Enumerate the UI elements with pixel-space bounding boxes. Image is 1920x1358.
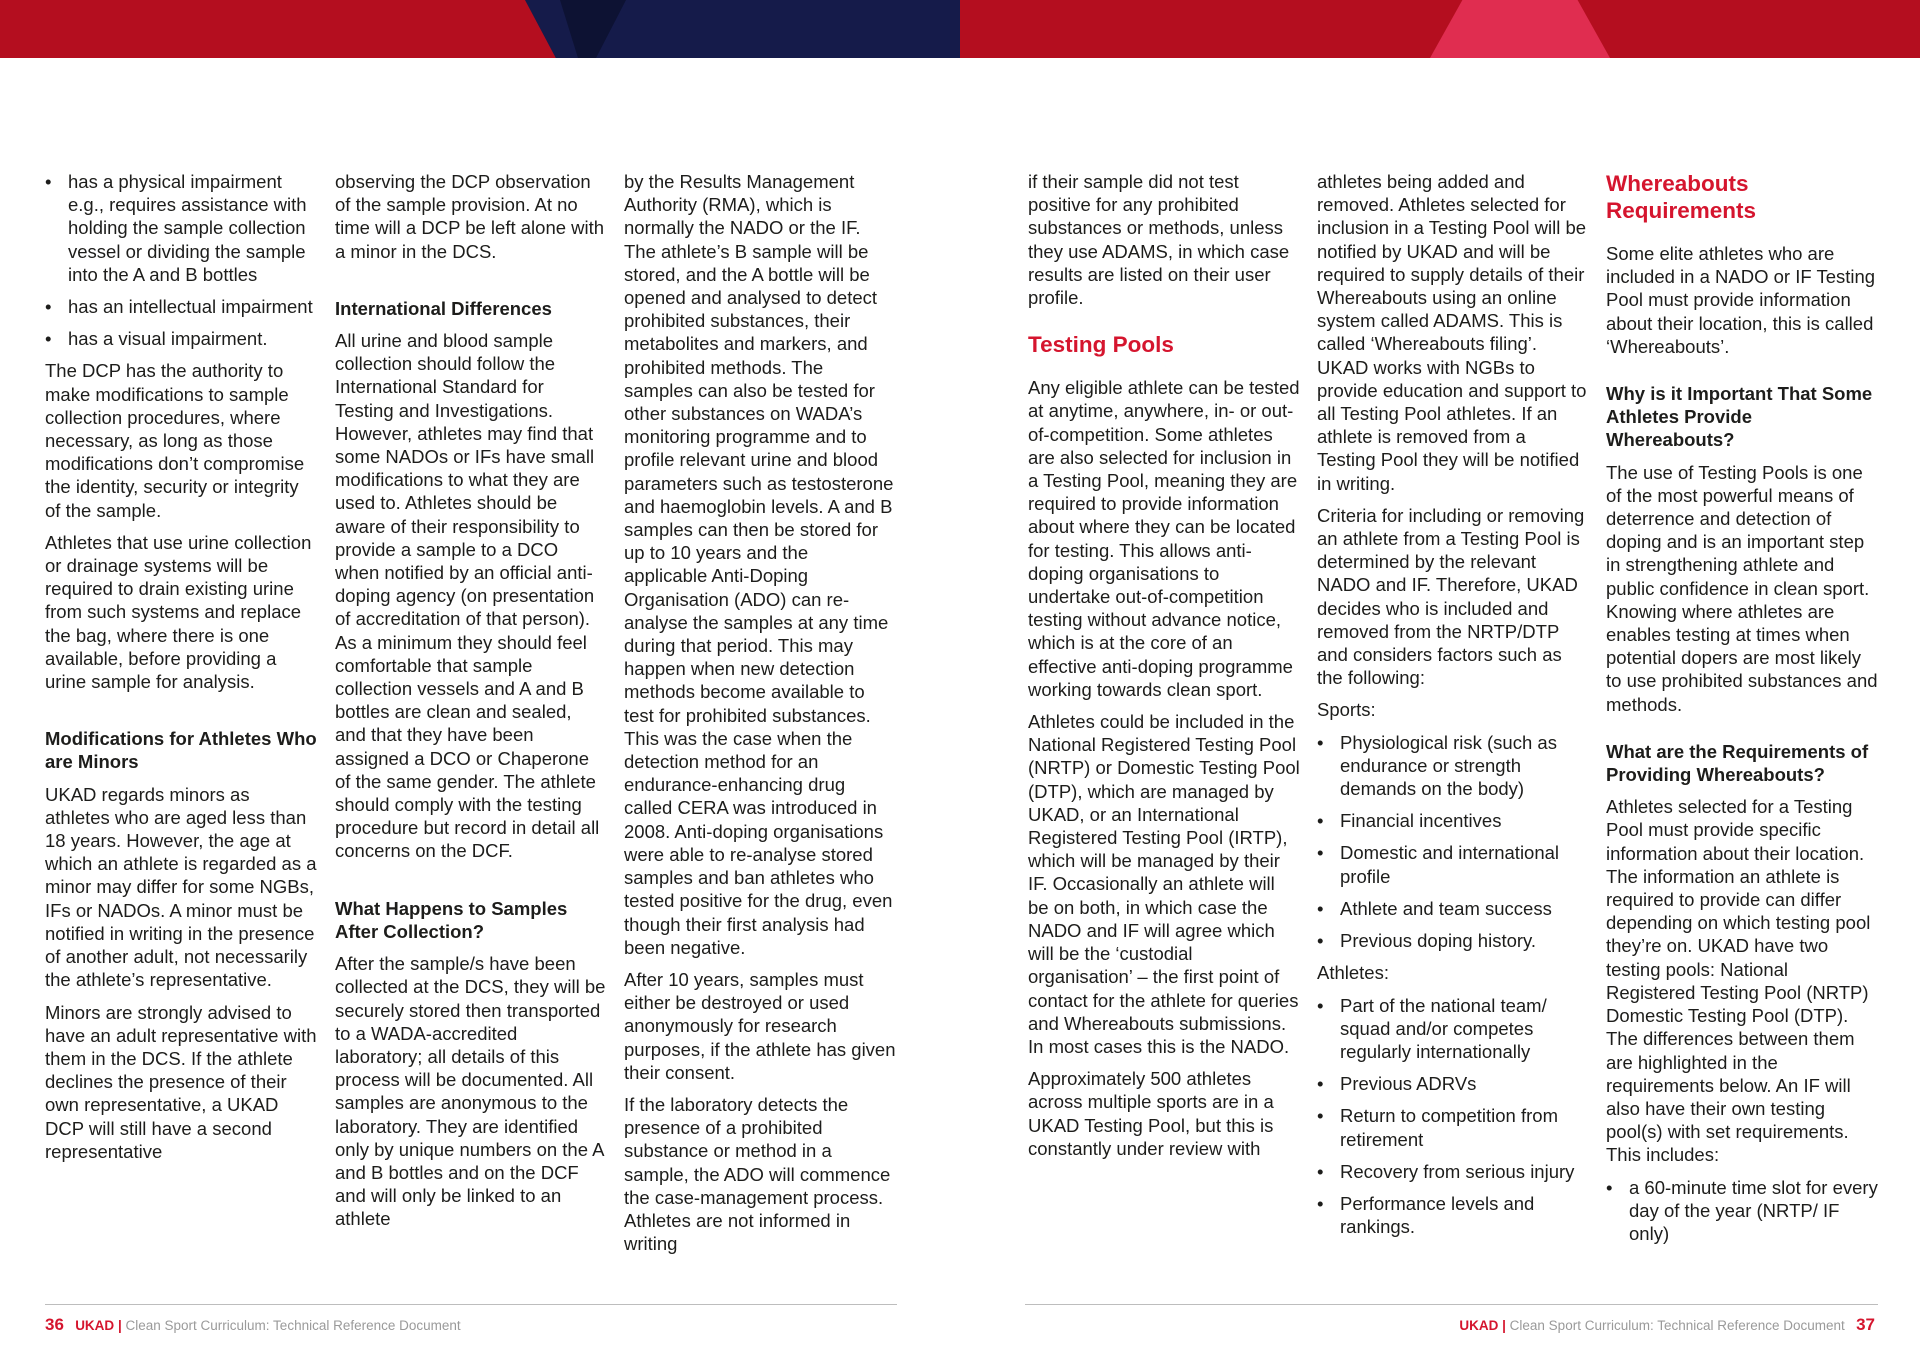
column-1 — [45, 170, 317, 1172]
list-item: • Previous ADRVs — [1317, 1072, 1589, 1095]
list-item: • Return to competition from retirement — [1317, 1104, 1589, 1150]
requirements-list — [1606, 1176, 1878, 1246]
paragraph: UKAD regards minors as athletes who are aged less than 18 years. However, the age at which an athlete is regarded as a minor may differ for some NGBs, IFs or NADOs. A minor must be notified in writing in the presence of another adult, not necessarily the athlete’s representative. — [45, 783, 317, 991]
footer-brand: UKAD — [75, 1318, 115, 1333]
list-item: • Previous doping history. — [1317, 929, 1589, 952]
heading-whereabouts-requirements: Whereabouts Requirements — [1606, 171, 1757, 223]
paragraph: observing the DCP observation of the sample provision. At no time will a DCP be left alone with a minor in the DCS. — [335, 171, 605, 262]
paragraph: by the Results Management Authority (RMA), which is normally the NADO or the IF. The athlete’s B sample will be stored, and the A bottle will be opened and analysed to detect prohibited substances, their metabolites and markers, and prohibited methods. The samples can also be tested for other substances on WADA’s monitoring programme and to profile relevant urine and blood parameters such as testosterone and haemoglobin levels. A and B samples can then be stored for up to 10 years and the applicable Anti-Doping Organisation (ADO) can re-analyse the samples at any time during that period. This may happen when new detection methods become available to test for prohibited substances. This was the case when the detection method for an endurance-enhancing drug called CERA was introduced in 2008. Anti-doping organisations were able to re-analyse stored samples and ban athletes who tested positive for the drug, even though their first analysis had been negative. — [624, 171, 894, 958]
paragraph: if their sample did not test positive for any prohibited substances or methods, unless they use ADAMS, in which case results are listed on their user profile. — [1028, 171, 1290, 309]
athletes-criteria-list — [1317, 994, 1589, 1239]
column-3 — [624, 170, 896, 1264]
heading-international-differences: International Differences — [335, 297, 552, 319]
paragraph: Athletes that use urine collection or drainage systems will be required to drain existing urine from such systems and replace the bag, where there is one available, before providing a urine sample for analysis. — [45, 531, 312, 693]
list-item: • has an intellectual impairment — [45, 295, 317, 318]
paragraph: After the sample/s have been collected at the DCS, they will be securely stored then transported to a WADA-accredited laboratory; all details of this process will be documented. All samples are anonymous to the laboratory. They are identified only by unique numbers on the A and B bottles and on the DCF and will only be linked to an athlete — [335, 953, 606, 1230]
list-item: • Recovery from serious injury — [1317, 1160, 1589, 1183]
page-number: 37 — [1856, 1315, 1875, 1334]
paragraph: Athletes selected for a Testing Pool must provide specific information about their location. The information an athlete is required to provide can differ depending on which testing pool they’re on. UKAD have two testing pools: National Registered Testing Pool (NRTP) Domestic Testing Pool (DTP). The differences between them are highlighted in the requirements below. An IF will also have their own testing pool(s) with set requirements. This includes: — [1606, 796, 1871, 1166]
footer-left — [45, 1316, 461, 1335]
list-item: • Physiological risk (such as endurance or strength demands on the body) — [1317, 731, 1589, 801]
list-item: • has a physical impairment e.g., requires assistance with holding the sample collection vessel or dividing the sample into the A and B bottles — [45, 170, 317, 286]
paragraph: The DCP has the authority to make modifications to sample collection procedures, where necessary, as long as those modifications don’t compromise the identity, security or integrity of the sample. — [45, 360, 305, 521]
column-4 — [1028, 170, 1300, 1169]
heading-requirements: What are the Requirements of Providing Whereabouts? — [1606, 740, 1869, 786]
footer-title: Clean Sport Curriculum: Technical Reference Document — [1509, 1318, 1845, 1333]
footer-separator: | — [117, 1318, 122, 1333]
paragraph: All urine and blood sample collection should follow the International Standard for Testing and Investigations. However, athletes may find that some NADOs or IFs have small modifications to what they are used to. Athletes should be aware of their responsibility to provide a sample to a DCO when notified by an official anti-doping agency (on presentation of accreditation of that person). As a minimum they should feel comfortable that sample collection vessels and A and B bottles are clean and sealed, and that they have been assigned a DCO or Chaperone of the same gender. The athlete should comply with the testing procedure but record in detail all concerns on the DCF. — [335, 330, 600, 862]
list-item: • Financial incentives — [1317, 809, 1589, 832]
paragraph: athletes being added and removed. Athletes selected for inclusion in a Testing Pool will be notified by UKAD and will be required to supply details of their Whereabouts using an online system called ADAMS. This is called ‘Whereabouts filing’. UKAD works with NGBs to provide education and support to all Testing Pool athletes. If an athlete is removed from a Testing Pool they will be notified in writing. — [1317, 171, 1587, 494]
list-item: • Part of the national team/ squad and/or competes regularly internationally — [1317, 994, 1589, 1064]
paragraph: If the laboratory detects the presence of a prohibited substance or method in a sample, the ADO will commence the case-management process. Athletes are not informed in writing — [624, 1093, 891, 1255]
footer-right — [1459, 1316, 1875, 1335]
footer-separator: | — [1502, 1318, 1506, 1333]
column-6 — [1606, 170, 1878, 1254]
paragraph: Approximately 500 athletes across multiple sports are in a UKAD Testing Pool, but this is constantly under review with — [1028, 1068, 1274, 1159]
paragraph: After 10 years, samples must either be destroyed or used anonymously for research purposes, if the athlete has given their consent. — [624, 968, 896, 1083]
paragraph: Some elite athletes who are included in a NADO or IF Testing Pool must provide information about their location, this is called ‘Whereabouts’. — [1606, 243, 1876, 357]
column-5 — [1317, 170, 1589, 1247]
list-item: • Domestic and international profile — [1317, 841, 1589, 887]
label-sports: Sports: — [1317, 699, 1376, 721]
heading-testing-pools: Testing Pools — [1028, 332, 1174, 358]
footer-brand: UKAD — [1459, 1318, 1499, 1333]
label-athletes: Athletes: — [1317, 962, 1389, 984]
paragraph: The use of Testing Pools is one of the most powerful means of deterrence and detection of doping and is an important step in strengthening athlete and public confidence in clean sport. Knowing where athletes are enables testing at times when potential dopers are most likely to use prohibited substances and methods. — [1606, 461, 1878, 715]
footer-rule-left — [45, 1304, 897, 1305]
paragraph: Criteria for including or removing an athlete from a Testing Pool is determined by the relevant NADO and IF. Therefore, UKAD decides who is included and removed from the NRTP/DTP and considers factors such as the following: — [1317, 504, 1585, 689]
heading-minors: Modifications for Athletes Who are Minors — [45, 728, 317, 773]
list-item: • Athlete and team success — [1317, 897, 1589, 920]
list-item: • Performance levels and rankings. — [1317, 1192, 1589, 1238]
column-2 — [335, 170, 607, 1240]
impairment-list — [45, 170, 317, 350]
list-item: • has a visual impairment. — [45, 327, 317, 350]
footer-title: Clean Sport Curriculum: Technical Reference Document — [125, 1318, 461, 1333]
heading-samples-after-collection: What Happens to Samples After Collection? — [335, 897, 568, 942]
page-number: 36 — [45, 1315, 64, 1334]
footer-rule-right — [1025, 1304, 1878, 1305]
paragraph: Athletes could be included in the National Registered Testing Pool (NRTP) or Domestic Testing Pool (DTP), which are managed by UKAD, or an International Registered Testing Pool (IRTP), which will be managed by their IF. Occasionally an athlete will be on both, in which case the NADO and IF will agree which will be the ‘custodial organisation’ – the first point of contact for the athlete for queries and Whereabouts submissions. In most cases this is the NADO. — [1028, 711, 1300, 1057]
sports-criteria-list — [1317, 731, 1589, 953]
paragraph: Minors are strongly advised to have an adult representative with them in the DCS. If the athlete declines the presence of their own representative, a UKAD DCP will still have a second representative — [45, 1001, 317, 1162]
list-item: • a 60-minute time slot for every day of the year (NRTP/ IF only) — [1606, 1176, 1878, 1246]
heading-why-whereabouts: Why is it Important That Some Athletes Provide Whereabouts? — [1606, 383, 1873, 451]
header-band-red-left — [0, 0, 560, 58]
paragraph: Any eligible athlete can be tested at anytime, anywhere, in- or out-of-competition. Some athletes are also selected for inclusion in a Testing Pool, meaning they are required to provide information about where they can be located for testing. This allows anti-doping organisations to undertake out-of-competition testing without advance notice, which is at the core of an effective anti-doping programme working towards clean sport. — [1028, 377, 1300, 700]
